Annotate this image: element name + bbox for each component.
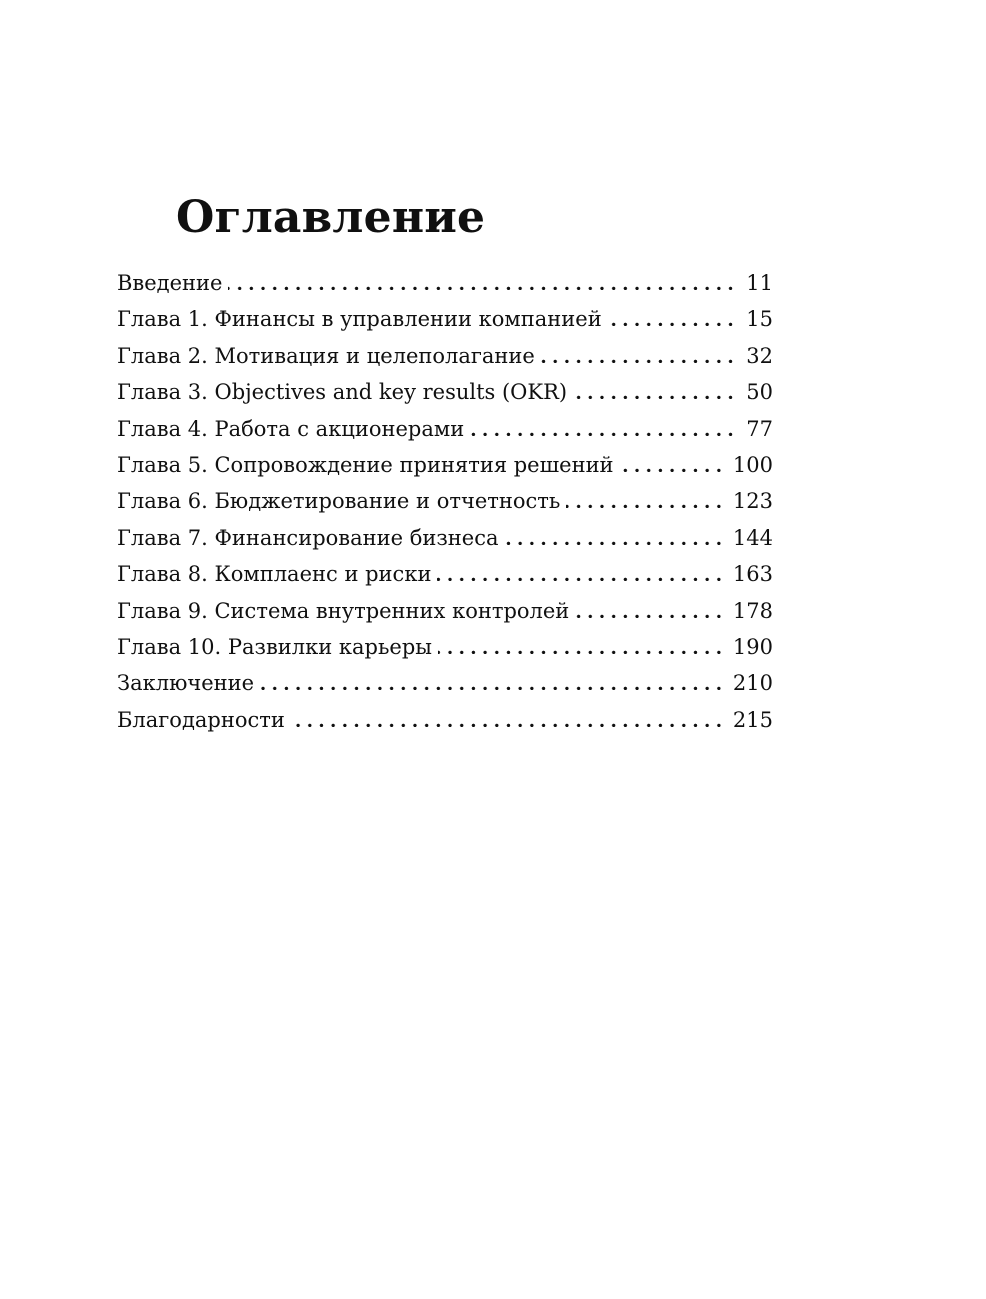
toc-entry-label: Введение: [117, 265, 228, 301]
toc-entry-label: Глава 9. Система внутренних контролей: [117, 593, 575, 629]
toc-entry-label: Глава 6. Бюджетирование и отчетность: [117, 483, 566, 519]
toc-entry-page-number: 210: [726, 665, 773, 701]
toc-entry-row: [117, 374, 773, 410]
toc-entry-page-number: 100: [726, 447, 773, 483]
toc-entry-label: Заключение: [117, 665, 260, 701]
toc-entry-page-number: 163: [726, 556, 773, 592]
toc-entry-row: [117, 593, 773, 629]
toc-entry-label: Глава 2. Мотивация и целеполагание: [117, 338, 541, 374]
toc-entry-row: [117, 556, 773, 592]
toc-entry-page-number: 15: [739, 301, 773, 337]
toc-entry-page-number: 178: [726, 593, 773, 629]
toc-entry-row: [117, 483, 773, 519]
toc-entry-label: Глава 3. Objectives and key results (OKR): [117, 374, 573, 410]
toc-entry-page-number: 11: [739, 265, 773, 301]
toc-entry-row: [117, 702, 773, 738]
toc-entry-row: [117, 520, 773, 556]
toc-entry-row: [117, 338, 773, 374]
toc-entry-label: Глава 7. Финансирование бизнеса: [117, 520, 505, 556]
toc-entry-row: [117, 629, 773, 665]
toc-entry-label: Глава 10. Развилки карьеры: [117, 629, 438, 665]
toc-entry-label: Глава 1. Финансы в управлении компанией: [117, 301, 608, 337]
toc-list: [117, 265, 773, 738]
toc-entry-row: [117, 411, 773, 447]
toc-entry-page-number: 190: [726, 629, 773, 665]
toc-entry-page-number: 50: [739, 374, 773, 410]
page-title: Оглавление: [176, 192, 486, 243]
toc-entry-row: [117, 301, 773, 337]
toc-entry-label: Глава 8. Комплаенс и риски: [117, 556, 437, 592]
toc-entry-page-number: 32: [739, 338, 773, 374]
toc-entry-page-number: 215: [726, 702, 773, 738]
toc-entry-page-number: 144: [726, 520, 773, 556]
toc-entry-row: [117, 447, 773, 483]
toc-entry-row: [117, 665, 773, 701]
toc-entry-page-number: 77: [739, 411, 773, 447]
toc-entry-label: Глава 5. Сопровождение принятия решений: [117, 447, 620, 483]
toc-entry-row: [117, 265, 773, 301]
toc-entry-label: Глава 4. Работа с акционерами: [117, 411, 470, 447]
toc-entry-label: Благодарности: [117, 702, 291, 738]
toc-entry-page-number: 123: [726, 483, 773, 519]
